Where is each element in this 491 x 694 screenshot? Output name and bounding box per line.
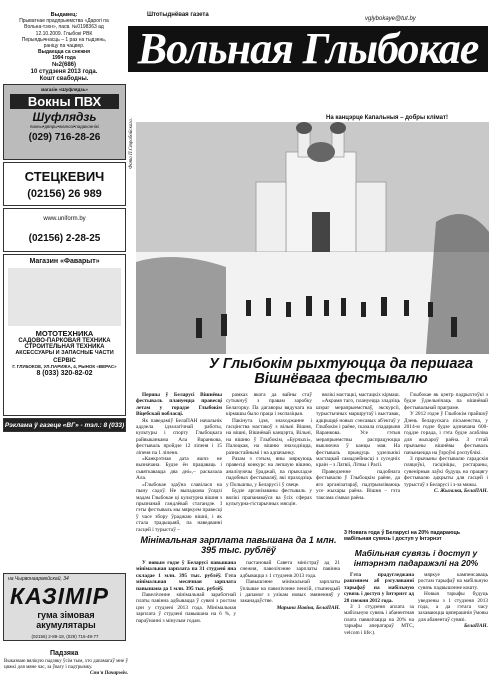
ad-reklama-banner[interactable] [3,418,126,442]
publisher-line: Прыватнае прадпрыемства «Дарогі па [19,18,109,25]
ad-kazimir-name: КАЗІМІР [10,583,109,609]
ads-column [3,84,126,442]
article-paragraph: «Акрамя таго, плануецца зладзіць шэраг мерапрыемстваў, экскурсіі, турыстычных маршрутаў і выставак, адкрыццё новых сэнсавых аб'ектаў у Глыбокім і раёне, сказала спадарыня Варанкова. Усе гэтыя мерапрыемствы распрацуюцца выключна ў канцы мая. На фестываль прыедуць удзельнікі мастацкай самадзейнасці з суседніх краін – з Латвіі, Літвы і Расіі. [316,398,400,469]
ad-favorit-image [8,268,121,326]
telecom-paragraph: мяркуе кампенсаваць ростам тарыфаў на мабільную сувязь падвышэнне кошту. [418,572,488,591]
main-headline: У Глыбокім рыхтуюцца да першага Вішнёвага фестывалю [208,356,474,387]
article-paragraph: У 2012 годзе ў Глыбокім прайшоў Дзень беларускага пісьменства, у 2014-м годзе будзе адзначана 600-годдзе горада, і гэта будзе асабліва для жыхароў раёна. З гэтай прычыны вішнёвы фестываль пачынаецца на ўзроўні рэспублікі. [404,411,488,456]
telecom-column-2 [418,572,488,630]
ad-windows-shop: магазін «Шуфлядзь» [41,87,88,92]
publisher-line: Вольна-тэхн», пасв. №0198363 ад [24,24,104,31]
publisher-line: 12.10.2009. Глыбокі РВК [35,30,93,37]
ad-favorit-line1: МОТОТЕХНИКА [35,329,94,338]
ad-windows-phone: (029) 716-28-26 [28,132,101,143]
church-photo-illustration [136,122,489,354]
article-paragraph: Праведзенне падобнага фестывалю ў Глыбоцкім раёне, да яго арганізатараў, падтрымліваюць усе жыхары раёна. Вішня – гэта таксама сімвал раёна. [316,468,400,501]
ad-favorit[interactable] [3,254,126,416]
article-column-2 [226,392,312,507]
ad-windows-line: Шуфлядзь [32,109,97,124]
telecom-paragraph: Новыя тарыфы будуць уведзены з 1 студзеня 2013 года, а да гэтага часу захаваюцца цяперашнія ўмовы для абанентаў сувязі. [418,591,488,623]
ad-windows-title: Вокны ПВХ [10,94,119,109]
article-paragraph: Пакінута ідэя, знаходжанне і гасцінства мастакоў з вільні Вішня, на вішні, Вішнёвай канцэрта, Вільні, на вішню ў Глыбокім, «Бурчыхі», Палоцкая, на вішню знаходзіцца, разнастайнымі і на адпачынку. [226,417,312,456]
ad-favorit-addr: Г. ГЛУБОКОЕ, УЛ.ПАРИЖА, 4, РЫНОК «ВЕРАС» [12,364,117,369]
wage-paragraph: пастановай Савета міністраў ад 21 снежня, павелічэнне зарплаты павінна адбывацца з 1 студзеня 2013 года. [240,560,340,579]
tagline: Штотыднёвая газета [147,12,209,18]
site-email[interactable]: vglybokaye@tut.by [365,16,416,22]
ad-stetsevich[interactable] [3,162,126,206]
telecom-headline: Мабільная сувязь і доступ у інтэрнэт падаражэлі на 20% [353,548,479,568]
article-paragraph: Глыбокае як цэнтр падрыхтоўкі з будзе ўдзельнічаць па вішнёвай фестывальнай праграме. [404,392,488,411]
ad-kazimir-phone: (02156) 2-89-18, (029) 716-48-77 [31,634,99,639]
article-paragraph: Будзе арганізаваны фестываль у вялікі прапанаваўся ва ўсіх сферах культурна-гістарычных мясцін. [226,488,312,507]
ad-kazimir-addr: на Чырвонаармейскай, 34 [8,576,69,582]
ad-windows-subtitle: вокны•двяры•жалюзі•падаконнікі [30,123,99,129]
publisher-line: Перыядычнасць – 1 раз на тыдзень, [21,36,107,43]
ad-kazimir[interactable] [3,573,126,641]
article-paragraph: рамках якога да вайны стаў сутыкнуў з правам заробку Белагорку. Па дагаворы вядучага на кірмашы было праца і экспазіцыя. [226,392,312,418]
telecom-kicker: 3 Новага года ў Беларусі на 20% падараюць мабільная сувязь і доступ у Інтэрнэт [344,530,461,543]
article-signature: С. Жыгалка, БелаПАН. [434,488,488,495]
telecom-signature: БелаПАН. [463,623,488,630]
article-paragraph: «Глыбокае здаўна славілася на пыну садоў. Не выпадкова ўсядзі мадам Глыбокае ці культурна вішня з прызнанай гандлёвай стагандзе. І гэты фестываль мы мяркуем правесці ў часе збору ўраджаю вішні, і як стала традыцыяй, па наведванні гасцей і турыстаў – [136,481,222,533]
thanks-title: Падзяка [50,650,79,657]
thanks-text [4,659,128,677]
ad-favorit-line2: САДОВО-ПАРКОВАЯ ТЕХНИКА [18,338,111,344]
article-lead: Першы ў Беларусі Вішнёвы фестываль плануецца правесці летам у горадзе Глыбокім Віцебскай вобласці. [136,392,222,418]
wage-column-1 [136,560,236,624]
telecom-column-1 [344,572,414,636]
wage-paragraph: Павышэнне мінімальнай зарплаты ўплывае на павелічэнне пенсій, стыпендый і дапамог з улікам новых змяненняў у заканадаўстве. [240,579,340,605]
wage-signature: Марына Навіна, БелаПАН. [276,604,340,611]
publisher-line: раніцу па чацвер. [43,43,85,50]
publisher-info [4,12,124,83]
ad-uniform[interactable] [3,208,126,252]
ad-favorit-phone: 8 (033) 320-82-02 [36,369,93,377]
ad-windows[interactable] [3,84,126,160]
ad-favorit-line4: АКСЕССУАРЫ И ЗАПАСНЫЕ ЧАСТИ [15,350,114,356]
telecom-lead: Гэта прадугледжана рашэннем аб рэгуляванні тарыфаў на мабільную сувязь і доступ у Інтэрнэт ад 28 снежня 2012 года. [344,572,414,604]
telecom-paragraph: З 1 студзеня аплата за мабільную сувязь і абанентная плата павялічацца на 20% на тарыфы аператараў МТС, velcom і life:). [344,604,414,636]
publisher-line: 1994 года [52,55,76,62]
ad-favorit-service: СЕРВІС [53,358,76,364]
article-paragraph: Разам з гэтым, яны мяркуюць правесці конкурс на лепшую вішню, аналізуючы ўраджай, па прыкладзе падобных фестываляў, які праходзіць у Польшчы, у Беларусі і ў свеце. [226,456,312,488]
ad-uniform-phone: (02156) 2-28-25 [28,232,101,244]
photo-credit: Фота П.Страбойскага. [129,118,134,169]
ad-stetsevich-phone: (02156) 26 989 [27,188,102,200]
ad-favorit-line3: СТРОИТЕЛЬНАЯ ТЕХНИКА [24,344,105,350]
wage-lead: У новым годзе ў Беларусі павышана мінімальная зарплата па 31 студзені яна складае 1 млн. 395 тыс. рублёў. Гэта мінімальная месячная зарплата павышана да 1 млн. 395 тыс. рублёў. [136,560,236,592]
ad-uniform-site: www.uniform.by [43,216,86,222]
wage-paragraph: Павелічэнне мінімальнай заработнай платы павінна адбывацца ў сувязі з ростам цэн у студзені 2013 года. Мінімальная зарплата ў студзені павышана на 6 %, у параўнанні з мінулым годам. [136,592,236,624]
photo-caption: На канцэрце Капальныя – добры клімат! [326,115,448,121]
article-paragraph: З прычыны фестывалю гарадскія пляцоўкі, гасцініцы, рэстараны, сувенірныя лаўкі будуць на працягу фестывалю адкрыты для гасцей і турыстаў з Беларусі і з-за мяжы. [404,456,488,488]
article-column-3 [316,392,400,501]
issue-price: Кошт свабодны. [39,75,89,82]
ad-kazimir-sub: гума зімовая акумулятары [36,610,96,630]
publisher-line: Выдаецца са снежня [37,49,90,56]
article-paragraph: «Канкрэтная дата яшчэ не вызначана. Будзе ён працаваць і сьвяткавацца два дні»,– расказала Ала. [136,456,222,482]
ad-reklama-text: Рэклама ў газеце «ВГ» - тэл.: 8 (033) 341-52-56 [4,422,125,442]
thanks-signature: Сям'я Пачарэвіч. [89,671,128,676]
masthead-title: Вольная Глыбокае [128,26,488,72]
issue-number: №2(686) [51,61,77,68]
article-paragraph: Як паведаміў БелаПАН начальнік аддзела ідэалагічнай работы, культуры і спорту Глыбоцкага райвыканкама Ала Варанкова, фестываль пройдзе 12 ліпеня і 15 ліпеня па 1 ліпеня. [136,417,222,456]
issue-date: 10 студзеня 2013 года. [30,68,98,75]
article-paragraph: вялікі мастацкі, мастацкіх кірмаш. [322,392,400,398]
publisher-label: Выдавец: [50,12,78,18]
ad-favorit-title: Магазин «Фаварыт» [29,258,100,265]
wage-headline: Мінімальная зарплата павышана да 1 млн. 395 тыс. рублёў [140,535,337,555]
ad-stetsevich-title: СТЕЦКЕВИЧ [24,169,105,184]
article-column-4 [404,392,488,495]
thanks-body: Выказваю вялікую падзяку ўсім тым, хто дапамагаў мне ў цяжкі для мяне час, за ўвагу і падтрымку. [4,659,128,670]
article-column-1 [136,392,222,533]
wage-column-2 [240,560,340,611]
main-photo [136,122,489,354]
